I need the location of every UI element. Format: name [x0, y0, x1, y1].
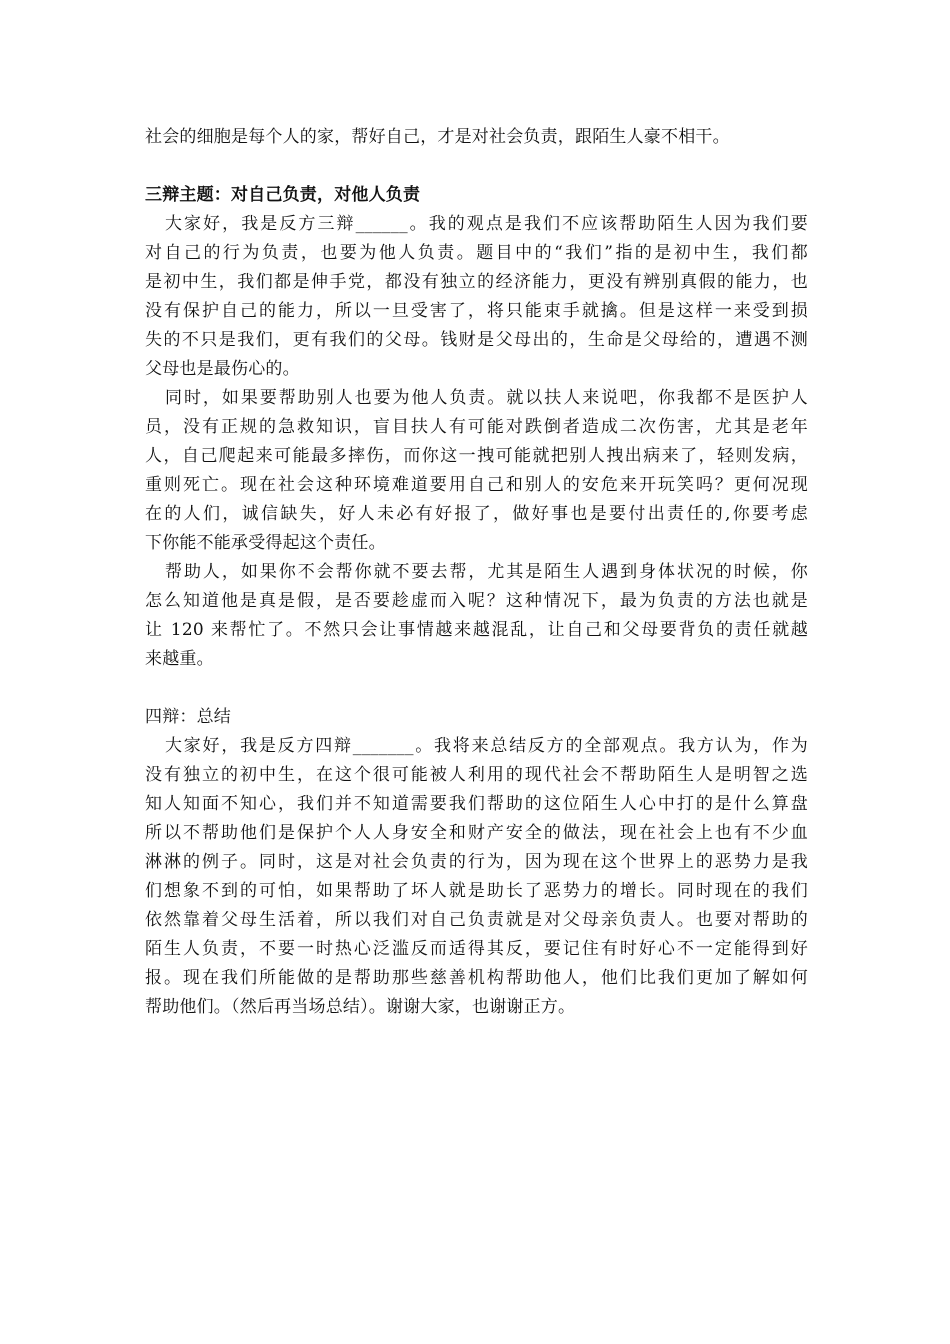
- section3-heading: 三辩主题：对自己负责，对他人负责: [145, 185, 421, 205]
- section4-line: 报。现在我们所能做的是帮助那些慈善机构帮助他人，他们比我们更加了解如何: [145, 968, 808, 988]
- section3-line: 在的人们，诚信缺失，好人未必有好报了，做好事也是要付出责任的,你要考虑: [145, 504, 808, 524]
- section4-line: 帮助他们。（然后再当场总结）。谢谢大家，也谢谢正方。: [145, 997, 576, 1017]
- section3-line: 大家好，我是反方三辩______。我的观点是我们不应该帮助陌生人因为我们要: [165, 214, 808, 234]
- section3-line: 怎么知道他是真是假，是否要趁虚而入呢？这种情况下，最为负责的方法也就是: [145, 591, 808, 611]
- section3-line: 下你能不能承受得起这个责任。: [145, 533, 386, 553]
- section3-line: 失的不只是我们，更有我们的父母。钱财是父母出的，生命是父母给的，遭遇不测: [145, 330, 808, 350]
- section4-heading: 四辩：总结: [145, 707, 231, 727]
- section3-line: 来越重。: [145, 649, 214, 669]
- section3-line: 人，自己爬起来可能最多摔伤，而你这一拽可能就把别人拽出病来了，轻则发病，: [145, 446, 808, 466]
- section3-line: 是初中生，我们都是伸手党，都没有独立的经济能力，更没有辨别真假的能力，也: [145, 272, 808, 292]
- section3-line: 重则死亡。现在社会这种环境难道要用自己和别人的安危来开玩笑吗？更何况现: [145, 475, 808, 495]
- section3-line: 没有保护自己的能力，所以一旦受害了，将只能束手就擒。但是这样一来受到损: [145, 301, 808, 321]
- section4-line: 们想象不到的可怕，如果帮助了坏人就是助长了恶势力的增长。同时现在的我们: [145, 881, 808, 901]
- section4-line: 没有独立的初中生，在这个很可能被人利用的现代社会不帮助陌生人是明智之选: [145, 765, 808, 785]
- section4-line: 依然靠着父母生活着，所以我们对自己负责就是对父母亲负责人。也要对帮助的: [145, 910, 808, 930]
- section4-line: 大家好，我是反方四辩_______。我将来总结反方的全部观点。我方认为，作为: [165, 736, 808, 756]
- section4-line: 知人知面不知心，我们并不知道需要我们帮助的这位陌生人心中打的是什么算盘: [145, 794, 808, 814]
- section3-line: 同时，如果要帮助别人也要为他人负责。就以扶人来说吧，你我都不是医护人: [165, 388, 808, 408]
- intro-line: 社会的细胞是每个人的家，帮好自己，才是对社会负责，跟陌生人豪不相干。: [145, 127, 730, 147]
- section4-line: 陌生人负责，不要一时热心泛滥反而适得其反，要记住有时好心不一定能得到好: [145, 939, 808, 959]
- section3-line: 对自己的行为负责，也要为他人负责。题目中的“我们”指的是初中生，我们都: [145, 243, 808, 263]
- section3-line: 员，没有正规的急救知识，盲目扶人有可能对跌倒者造成二次伤害，尤其是老年: [145, 417, 808, 437]
- section4-line: 淋淋的例子。同时，这是对社会负责的行为，因为现在这个世界上的恶势力是我: [145, 852, 808, 872]
- section3-line: 父母也是最伤心的。: [145, 359, 300, 379]
- section4-line: 所以不帮助他们是保护个人人身安全和财产安全的做法，现在社会上也有不少血: [145, 823, 808, 843]
- section3-line: 帮助人，如果你不会帮你就不要去帮，尤其是陌生人遇到身体状况的时候，你: [165, 562, 808, 582]
- section3-line: 让 120 来帮忙了。不然只会让事情越来越混乱，让自己和父母要背负的责任就越: [145, 620, 808, 640]
